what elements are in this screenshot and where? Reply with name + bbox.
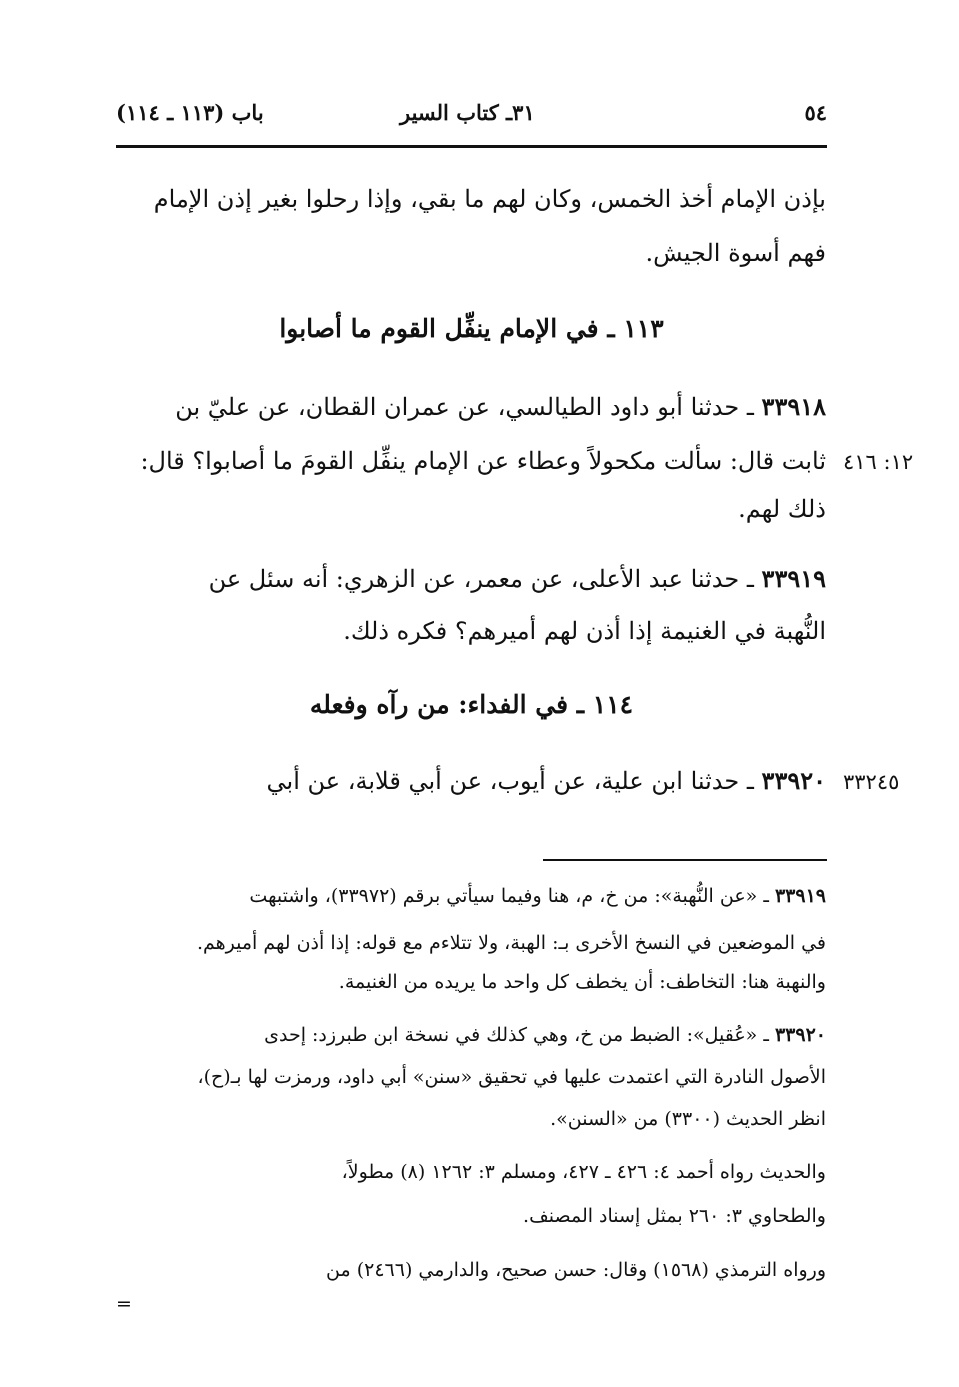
book-title: ٣١ـ كتاب السير [400,100,535,125]
footnote-33919-line-3: والنهبة هنا: التخاطف: أن يخطف كل واحد ما يريده من الغنيمة. [338,971,826,993]
hadith-33919-line-2: النُّهبة في الغنيمة إذا أذن لهم أميرهم؟ فكره ذلك. [343,617,826,645]
footnote-number: ٣٣٩٢٠ [774,1024,826,1046]
hadith-33919-line-1 [209,564,826,594]
header-rule [116,145,827,148]
continuation-mark: = [116,1293,132,1315]
page-number: ٥٤ [804,100,827,125]
footnote-text: ـ «عن النُّهبة»: من خ، م، هنا وفيما سيأتي برقم (٣٣٩٧٢)، واشتبهت [249,885,769,907]
footnote-tirmidhi-line-1: ورواه الترمذي (١٥٦٨) وقال: حسن صحيح، والدارمي (٢٤٦٦) من [326,1259,826,1281]
margin-reference-33245: ٣٣٢٤٥ [843,770,900,794]
hadith-number: ٣٣٩١٨ [761,392,826,421]
footnote-number: ٣٣٩١٩ [774,885,826,907]
footnote-33919-line-1 [249,883,826,909]
hadith-text: ـ حدثنا ابن علية، عن أيوب، عن أبي قلابة، عن أبي [266,767,754,795]
footnote-33920-line-3: انظر الحديث (٣٣٠٠) من «السنن». [550,1108,826,1130]
hadith-33920-line-1 [267,766,826,796]
hadith-number: ٣٣٩١٩ [761,564,826,593]
hadith-33918-line-3: ذلك لهم. [738,495,826,523]
footnote-33919-line-2: في الموضعين في النسخ الأخرى بـ: الهبة، ولا تتلاءم مع قوله: إذا أذن لهم أميرهم. [196,932,826,954]
hadith-33918-line-2: ثابت قال: سألت مكحولاً وعطاء عن الإمام ينفِّل القومَ ما أصابوا؟ قال: [140,447,826,475]
margin-reference-416: ١٢: ٤١٦ [843,450,914,474]
footnote-sources-line-2: والطحاوي ٣: ٢٦٠ بمثل إسناد المصنف. [523,1205,826,1227]
footnote-33920-line-2: الأصول النادرة التي اعتمدت عليها في تحقيق «سنن» أبي داود، ورمزت لها بـ(ح)، [197,1066,826,1088]
intro-line-2: فهم أسوة الجيش. [645,239,826,267]
footnote-rule [543,859,827,861]
intro-line-1: بإذن الإمام أخذ الخمس، وكان لهم ما بقي، وإذا رحلوا بغير إذن الإمام [153,185,826,213]
footnote-33920-line-1 [264,1022,826,1048]
hadith-text: ـ حدثنا أبو داود الطيالسي، عن عمران القطان، عن عليّ بن [175,393,754,421]
chapter-heading-114: ١١٤ ـ في الفداء: من رآه وفعله [309,690,634,719]
footnote-text: ـ «عُقيل»: الضبط من خ، وهي كذلك في نسخة ابن طبرزد: إحدى [264,1024,769,1046]
chapter-range: باب (١١٣ ـ ١١٤) [116,100,264,125]
footnote-sources-line-1: والحديث رواه أحمد ٤: ٤٢٦ ـ ٤٢٧، ومسلم ٣: ١٢٦٢ (٨) مطولاً، [341,1161,826,1183]
hadith-number: ٣٣٩٢٠ [761,766,826,795]
hadith-text: ـ حدثنا عبد الأعلى، عن معمر، عن الزهري: أنه سئل عن [208,565,754,593]
chapter-heading-113: ١١٣ ـ في الإمام ينفِّل القوم ما أصابوا [279,314,664,343]
hadith-33918-line-1 [175,392,826,422]
